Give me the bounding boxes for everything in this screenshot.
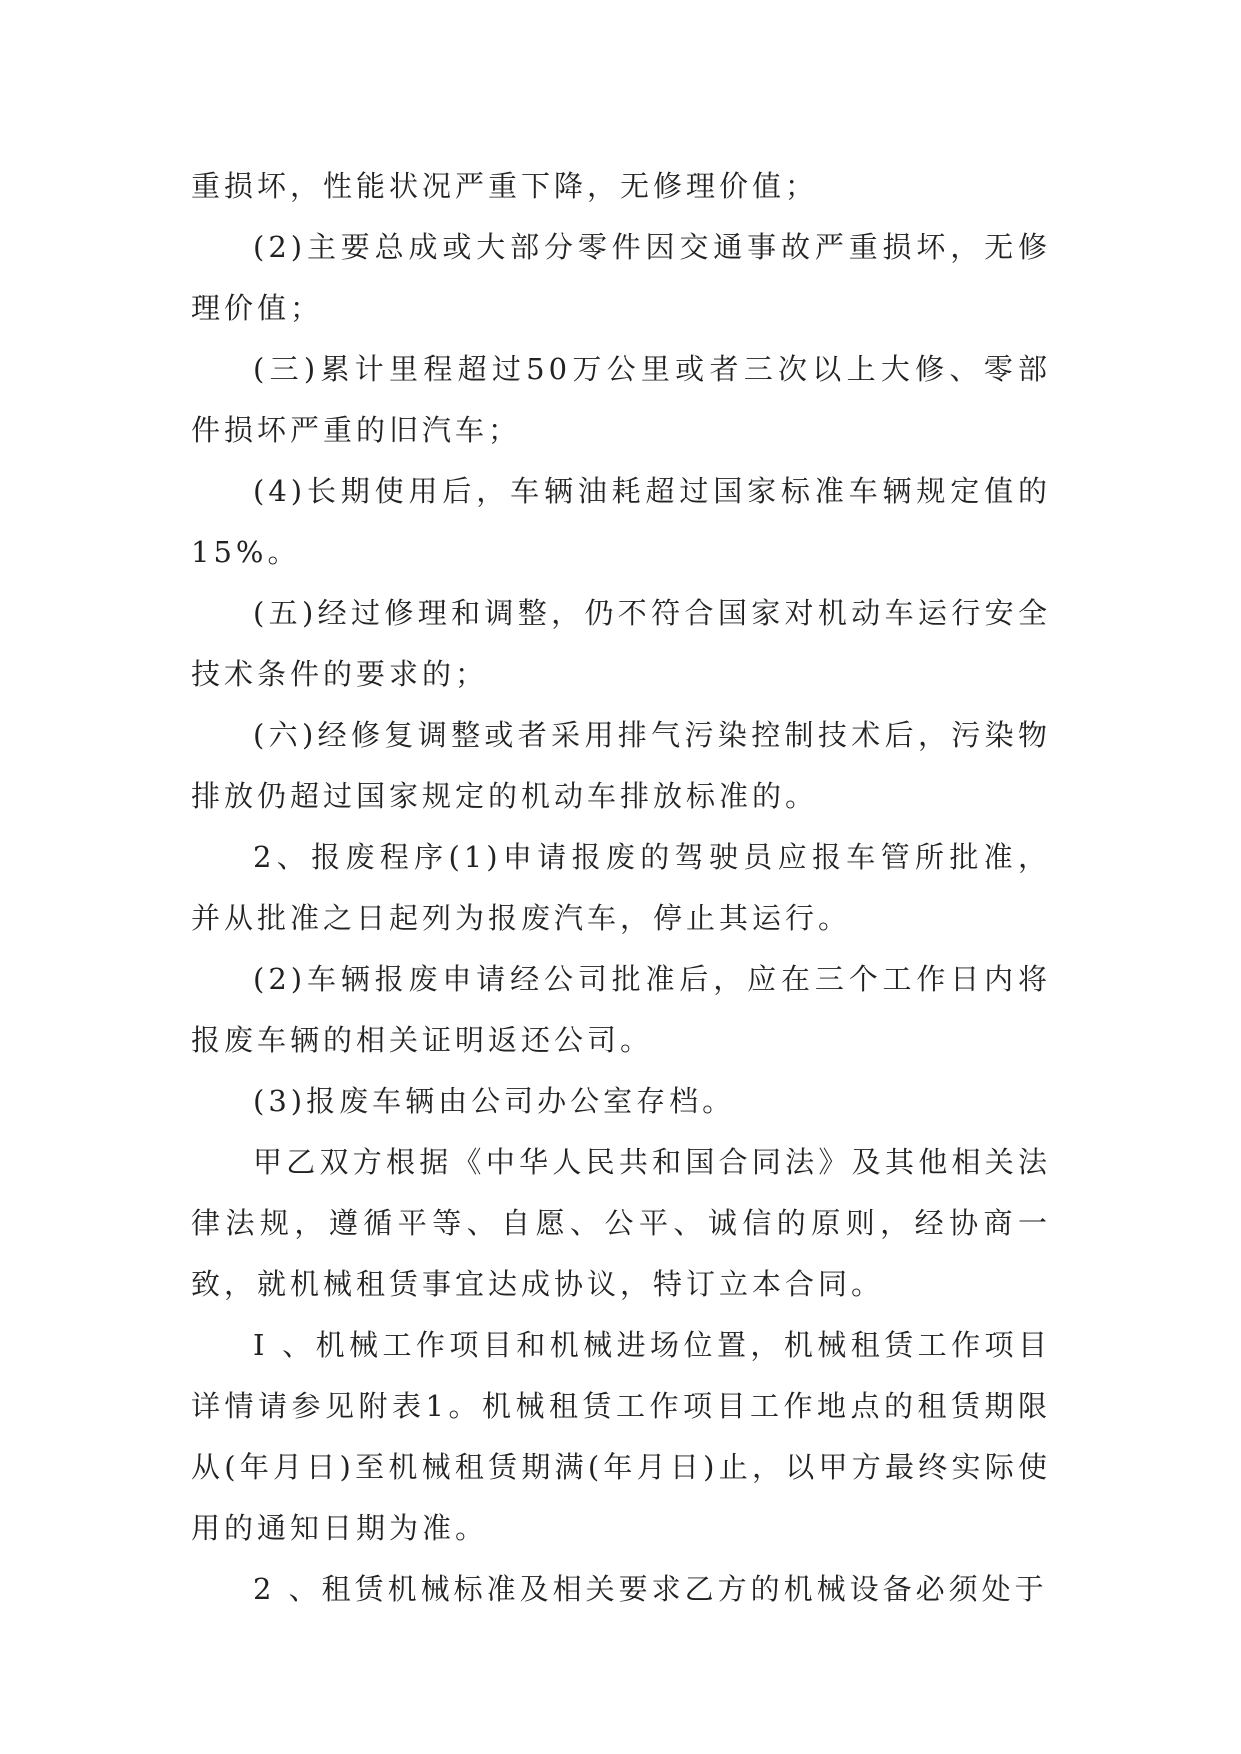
paragraph-item-2: (2)主要总成或大部分零件因交通事故严重损坏，无修理价值； [191, 230, 1051, 325]
document-body [191, 156, 1051, 1620]
paragraph-procedure-2: (2)车辆报废申请经公司批准后，应在三个工作日内将报废车辆的相关证明返还公司。 [191, 962, 1051, 1057]
paragraph-continuation: 重损坏，性能状况严重下降，无修理价值； [191, 169, 819, 203]
paragraph-item-5: (五)经过修理和调整，仍不符合国家对机动车运行安全技术条件的要求的； [191, 596, 1051, 691]
paragraph-item-6: (六)经修复调整或者采用排气污染控制技术后，污染物排放仍超过国家规定的机动车排放标准的。 [191, 718, 1051, 813]
paragraph-clause-2: 2 、租赁机械标准及相关要求乙方的机械设备必须处于 [253, 1572, 1048, 1606]
paragraph-item-4: (4)长期使用后，车辆油耗超过国家标准车辆规定值的15%。 [191, 474, 1051, 569]
paragraph-item-3: (三)累计里程超过50万公里或者三次以上大修、零部件损坏严重的旧汽车； [191, 352, 1051, 447]
paragraph-scrap-procedure: 2、报废程序(1)申请报废的驾驶员应报车管所批准，并从批准之日起列为报废汽车，停止其运行。 [191, 840, 1051, 935]
paragraph-contract-intro: 甲乙双方根据《中华人民共和国合同法》及其他相关法律法规，遵循平等、自愿、公平、诚信的原则，经协商一致，就机械租赁事宜达成协议，特订立本合同。 [191, 1145, 1051, 1301]
paragraph-clause-1: I 、机械工作项目和机械进场位置，机械租赁工作项目详情请参见附表1。机械租赁工作项目工作地点的租赁期限从(年月日)至机械租赁期满(年月日)止，以甲方最终实际使用的通知日期为准。 [191, 1328, 1051, 1545]
paragraph-procedure-3: (3)报废车辆由公司办公室存档。 [253, 1084, 736, 1118]
